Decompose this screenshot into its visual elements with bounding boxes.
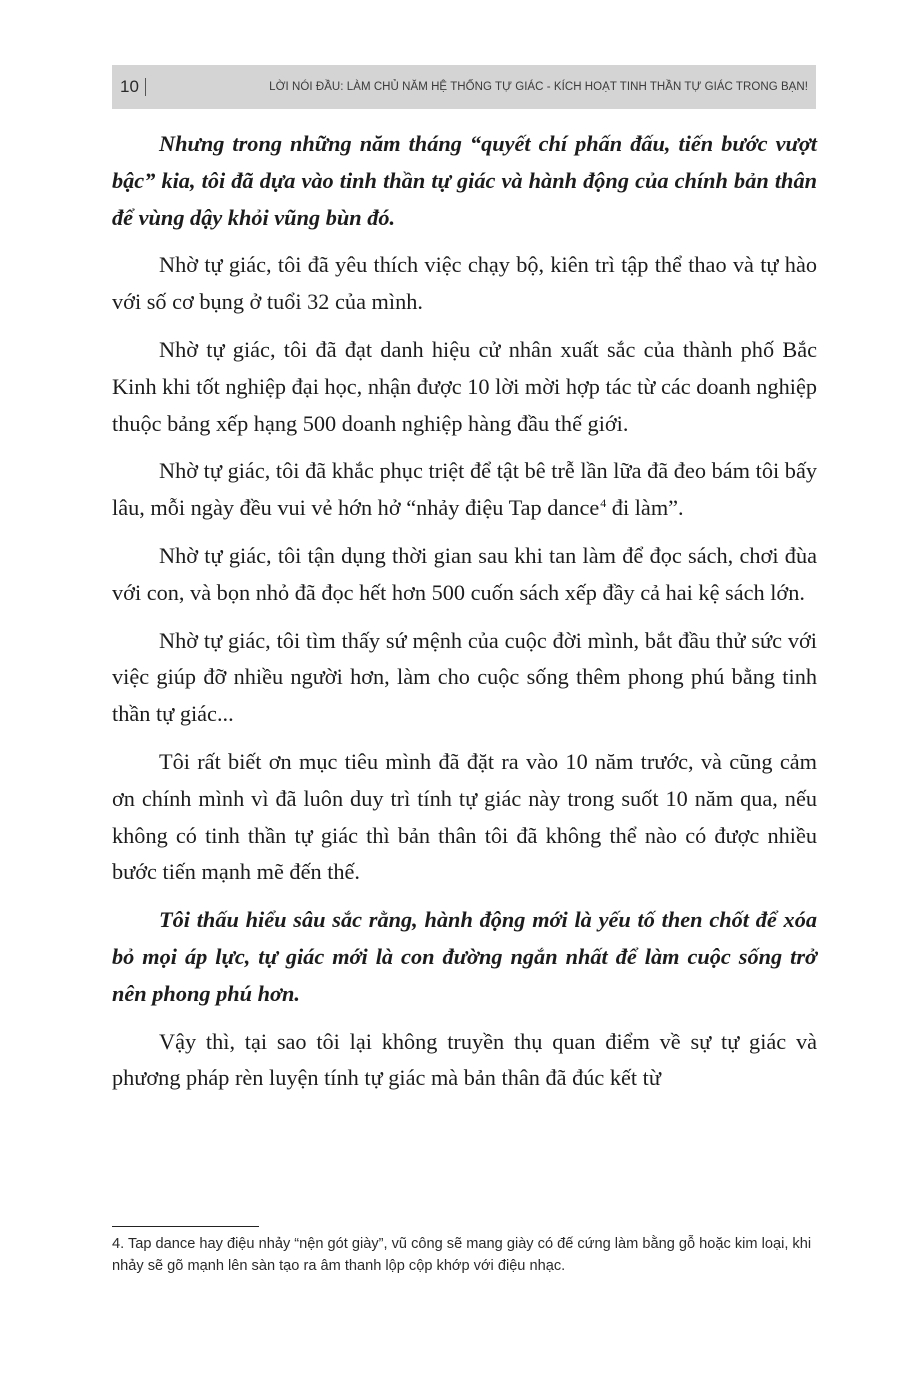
paragraph-3: Nhờ tự giác, tôi đã đạt danh hiệu cử nhân xuất sắc của thành phố Bắc Kinh khi tốt nghiệp đại học, nhận được 10 lời mời hợp tác từ các doanh nghiệp thuộc bảng xếp hạng 500 doanh nghiệp hàng đầu thế giới. xyxy=(112,336,817,436)
footnote-divider xyxy=(112,1226,259,1227)
running-head-title: LỜI NÓI ĐẦU: LÀM CHỦ NĂM HỆ THỐNG TỰ GIÁC - KÍCH HOẠT TINH THẦN TỰ GIÁC TRONG BẠN! xyxy=(269,81,808,93)
footnote: 4. Tap dance hay điệu nhảy “nện gót giày”, vũ công sẽ mang giày có đế cứng làm bằng gỗ hoặc kim loại, khi nhảy sẽ gõ mạnh lên sàn tạo ra âm thanh lộp cộp khớp với điệu nhạc. xyxy=(112,1236,812,1274)
header-separator xyxy=(145,78,146,96)
paragraph-4 xyxy=(112,453,817,527)
paragraph-6: Nhờ tự giác, tôi tìm thấy sứ mệnh của cuộc đời mình, bắt đầu thử sức với việc giúp đỡ nhiều người hơn, làm cho cuộc sống thêm phong phú bằng tinh thần tự giác... xyxy=(112,627,817,727)
paragraph-5: Nhờ tự giác, tôi tận dụng thời gian sau khi tan làm để đọc sách, chơi đùa với con, và bọn nhỏ đã đọc hết hơn 500 cuốn sách xếp đầy cả hai kệ sách lớn. xyxy=(112,542,817,605)
paragraph-7: Tôi rất biết ơn mục tiêu mình đã đặt ra vào 10 năm trước, và cũng cảm ơn chính mình vì đã luôn duy trì tính tự giác này trong suốt 10 năm qua, nếu không có tinh thần tự giác thì bản thân tôi đã không thể nào có được nhiều bước tiến mạnh mẽ đến thế. xyxy=(112,748,817,885)
paragraph-9: Vậy thì, tại sao tôi lại không truyền thụ quan điểm về sự tự giác và phương pháp rèn luyện tính tự giác mà bản thân đã đúc kết từ xyxy=(112,1028,817,1091)
page-number: 10 xyxy=(120,77,139,96)
paragraph-1: Nhưng trong những năm tháng “quyết chí phấn đấu, tiến bước vượt bậc” kia, tôi đã dựa vào tinh thần tự giác và hành động của chính bản thân để vùng dậy khỏi vũng bùn đó. xyxy=(112,131,817,230)
footnote-reference: 4 xyxy=(600,496,607,511)
running-header xyxy=(112,65,816,109)
paragraph-8: Tôi thấu hiểu sâu sắc rằng, hành động mới là yếu tố then chốt để xóa bỏ mọi áp lực, tự giác mới là con đường ngắn nhất để làm cuộc sống trở nên phong phú hơn. xyxy=(112,907,817,1006)
body-text xyxy=(112,126,817,1108)
paragraph-4-text-a: Nhờ tự giác, tôi đã khắc phục triệt để tật bê trễ lần lữa đã đeo bám tôi bấy lâu, mỗi ngày đều vui vẻ hớn hở “nhảy điệu Tap dance xyxy=(112,458,817,521)
paragraph-2: Nhờ tự giác, tôi đã yêu thích việc chạy bộ, kiên trì tập thể thao và tự hào với số cơ bụng ở tuổi 32 của mình. xyxy=(112,252,817,315)
paragraph-4-text-b: đi làm”. xyxy=(606,495,684,521)
